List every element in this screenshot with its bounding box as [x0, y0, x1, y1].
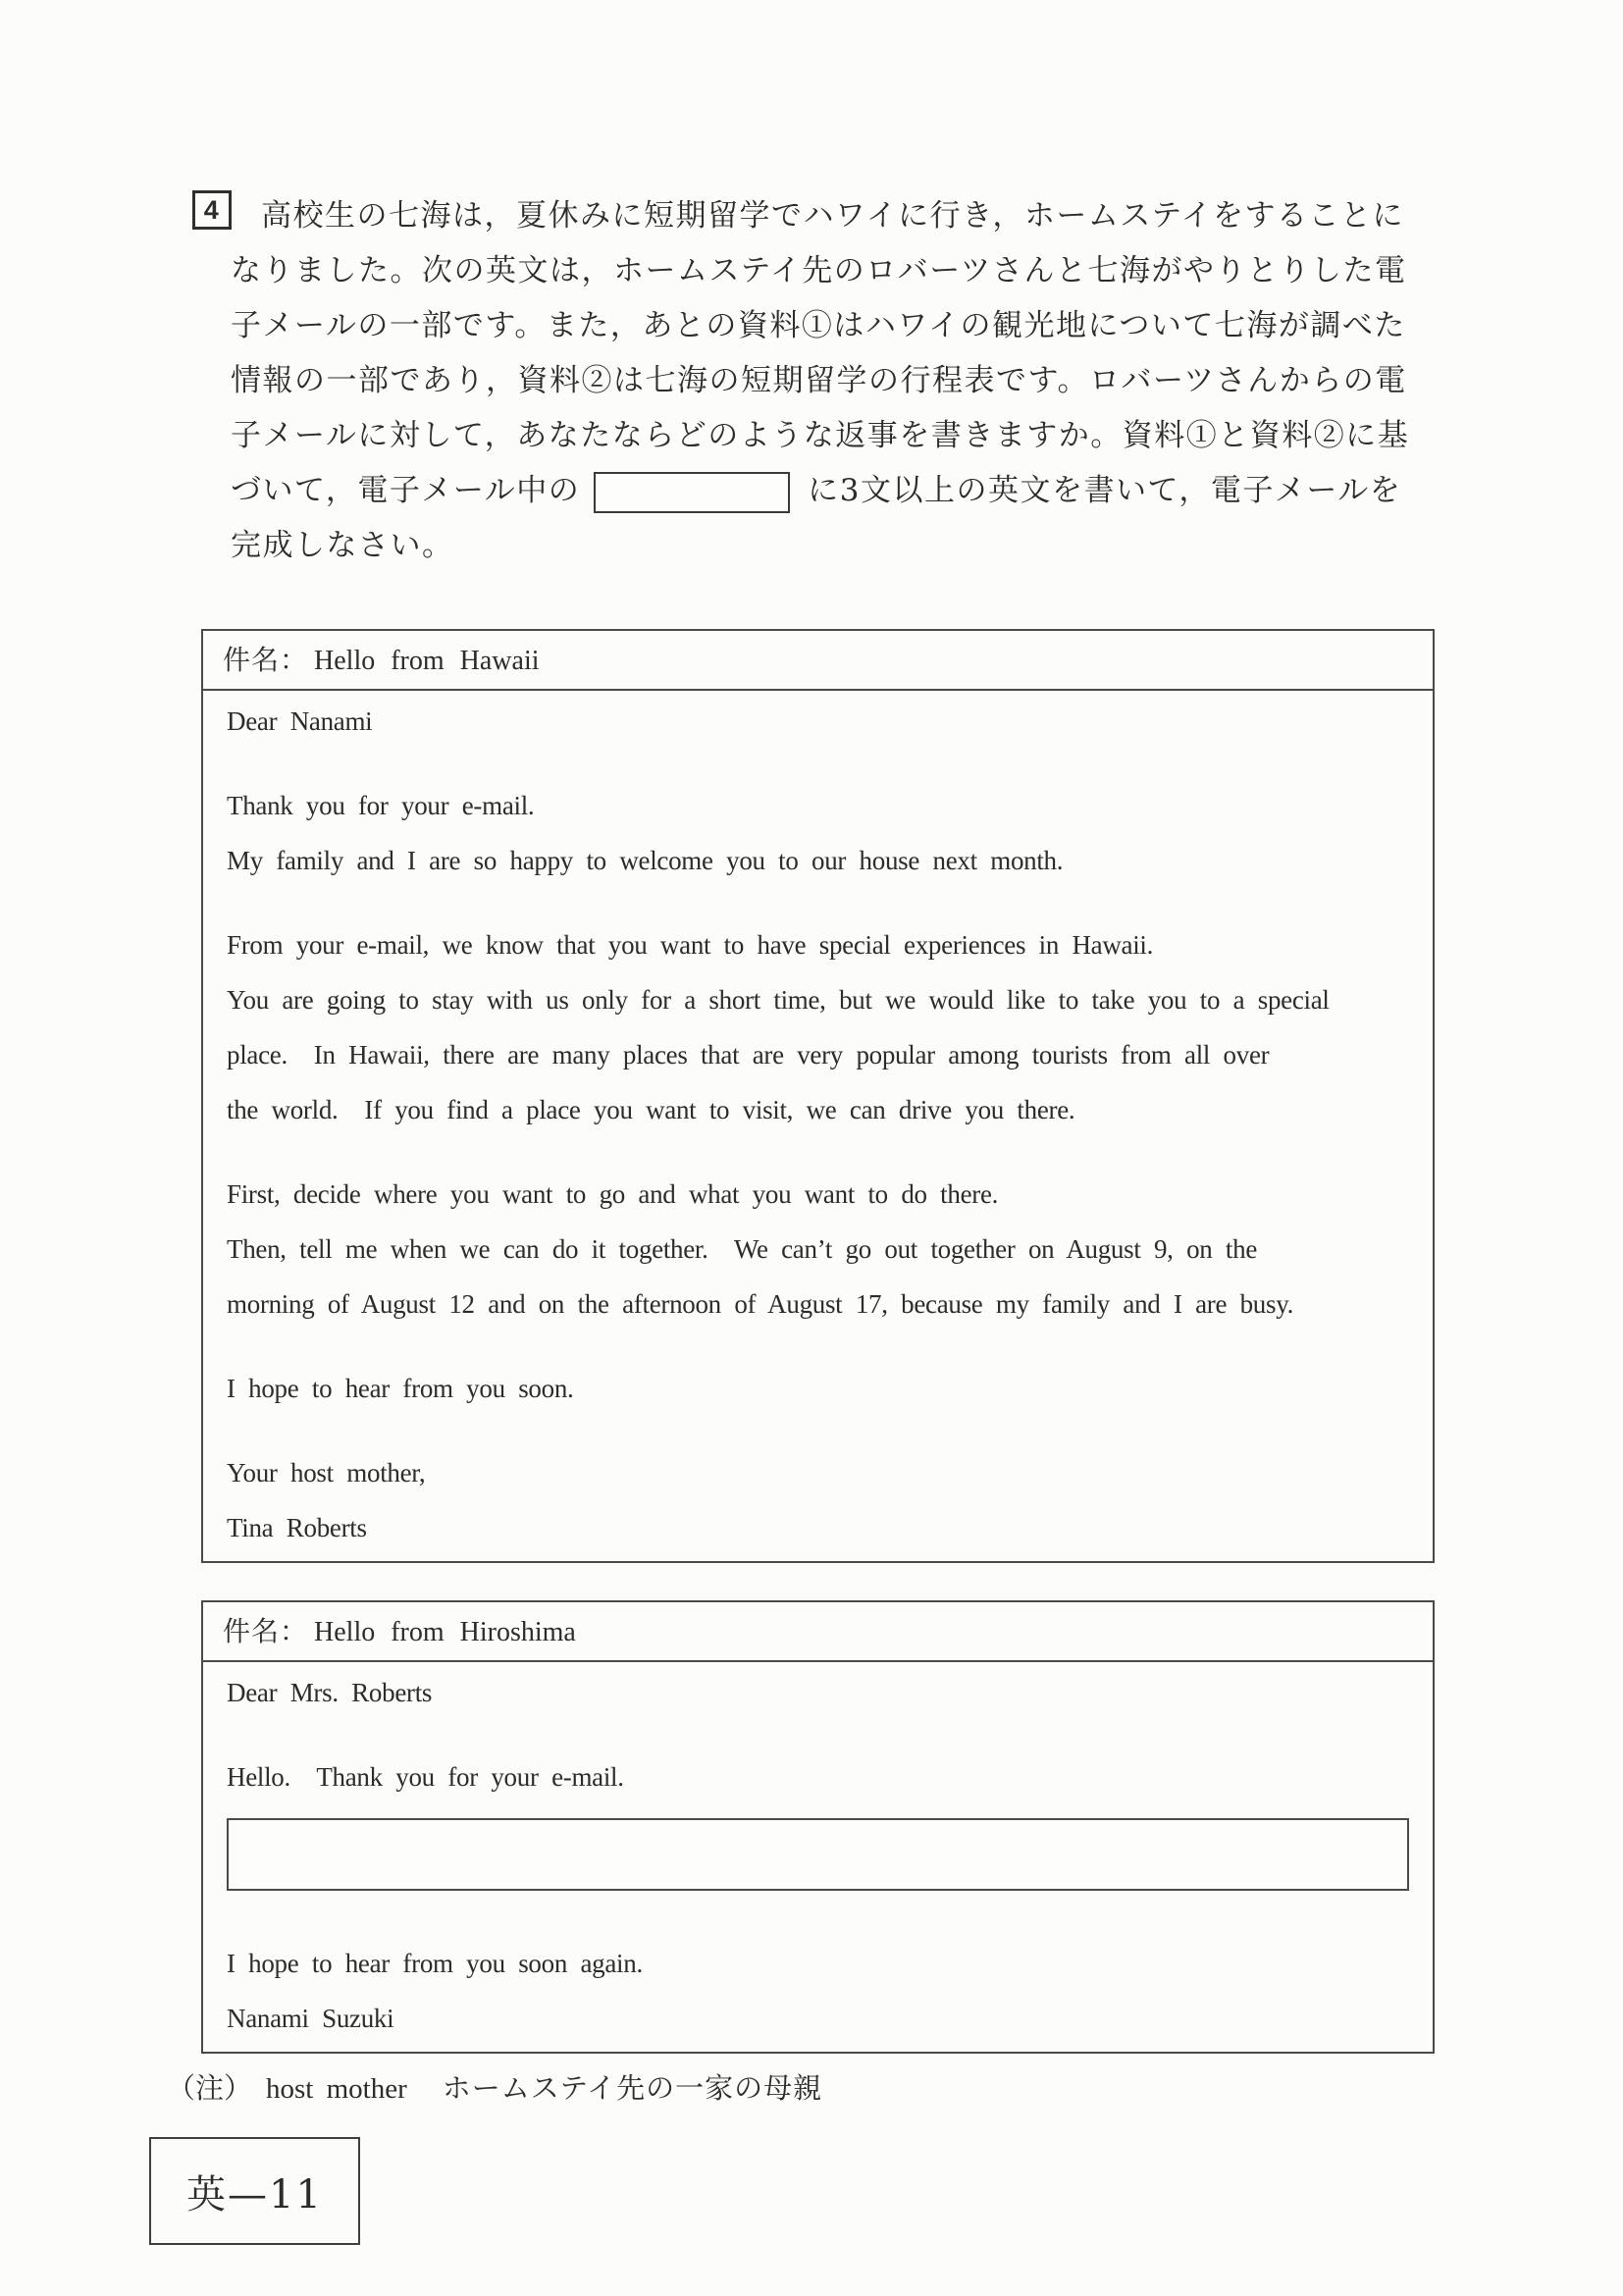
intro-line-3: 子メールの一部です。また，あとの資料①はハワイの観光地について七海が調べた	[231, 308, 1406, 343]
intro-line-1: 高校生の七海は，夏休みに短期留学でハワイに行き，ホームステイをすることに	[261, 198, 1405, 234]
note-definition: ホームステイ先の一家の母親	[442, 2071, 823, 2105]
email-from-roberts	[201, 629, 1435, 1563]
inline-answer-blank	[594, 472, 790, 513]
note-label: （注）	[167, 2071, 253, 2105]
email-from-nanami	[201, 1600, 1435, 2054]
email1-signature: Tina Roberts	[227, 1513, 367, 1542]
subject-text: Hello from Hawaii	[314, 646, 540, 676]
email2-greeting: Dear Mrs. Roberts	[227, 1678, 433, 1707]
email2-subject-row	[203, 1602, 1433, 1662]
page-number: 英—11	[186, 2171, 323, 2218]
email1-body	[203, 691, 1433, 1555]
email2-body	[203, 1662, 1433, 2046]
email1-line: Then, tell me when we can do it together. We can’t go out together on August 9, on the	[227, 1234, 1258, 1264]
email1-line: First, decide where you want to go and what you want to do there.	[227, 1179, 999, 1209]
subject-label: 件名：	[223, 644, 309, 676]
intro-line-6	[231, 463, 1501, 518]
intro-line-6-before: づいて，電子メール中の	[231, 473, 581, 508]
intro-line-4: 情報の一部であり，資料②は七海の短期留学の行程表です。ロバーツさんからの電	[231, 363, 1407, 398]
page-number-box	[149, 2137, 360, 2245]
email1-line: You are going to stay with us only for a short time, but we would like to take you to a special	[227, 985, 1330, 1015]
email2-line: I hope to hear from you soon again.	[227, 1949, 643, 1978]
email1-line: From your e-mail, we know that you want to have special experiences in Hawaii.	[227, 930, 1154, 960]
email1-greeting: Dear Nanami	[227, 706, 373, 736]
intro-line-5: 子メールに対して，あなたならどのような返事を書きますか。資料①と資料②に基	[231, 418, 1410, 453]
email1-line: My family and I are so happy to welcome you to our house next month.	[227, 846, 1064, 875]
question-intro	[0, 188, 1501, 573]
email1-line: place. In Hawaii, there are many places that are very popular among tourists from all over	[227, 1040, 1270, 1070]
email1-line: Thank you for your e-mail.	[227, 791, 535, 820]
vocabulary-note	[167, 2064, 822, 2112]
email2-signature: Nanami Suzuki	[227, 2004, 394, 2033]
email2-line: Hello. Thank you for your e-mail.	[227, 1762, 624, 1792]
note-term: host mother	[266, 2073, 407, 2105]
email1-line: the world. If you find a place you want to visit, we can drive you there.	[227, 1095, 1075, 1124]
question-number: 4	[192, 190, 232, 230]
intro-line-6-after: に3文以上の英文を書いて，電子メールを	[808, 473, 1402, 508]
email1-line: morning of August 12 and on the afternoon of August 17, because my family and I are busy.	[227, 1289, 1294, 1319]
answer-writing-box	[227, 1818, 1409, 1891]
subject-label: 件名：	[223, 1615, 309, 1647]
intro-line-2: なりました。次の英文は，ホームステイ先のロバーツさんと七海がやりとりした電	[231, 253, 1407, 288]
email1-closing: Your host mother,	[227, 1458, 426, 1487]
subject-text: Hello from Hiroshima	[314, 1617, 576, 1647]
intro-line-7: 完成しなさい。	[231, 528, 454, 563]
email1-subject-row	[203, 631, 1433, 691]
email1-line: I hope to hear from you soon.	[227, 1374, 574, 1403]
